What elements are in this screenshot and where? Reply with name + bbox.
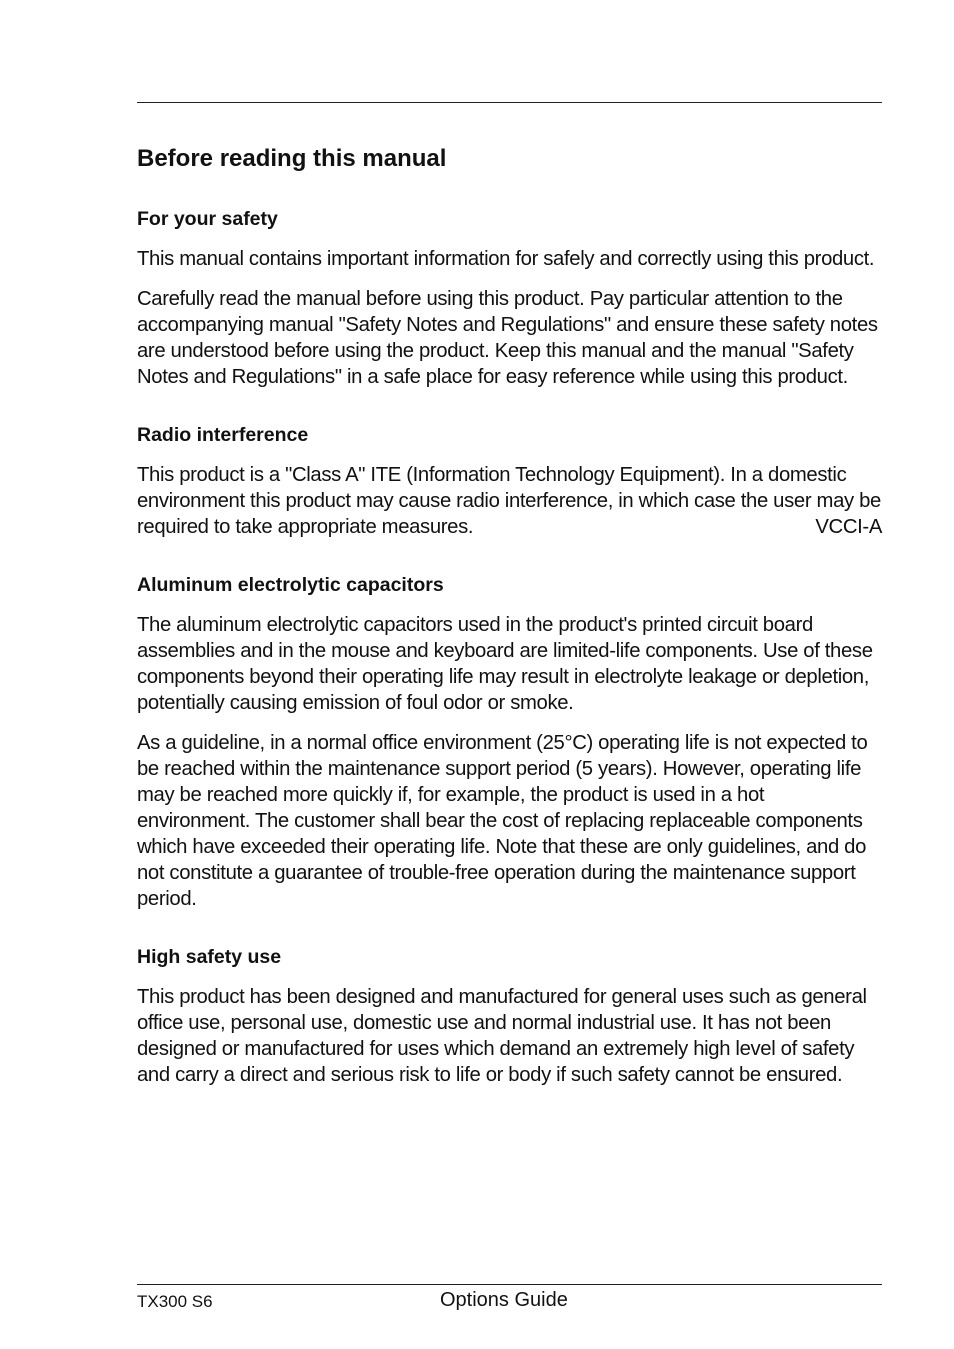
footer-doc-title: Options Guide [440, 1289, 568, 1311]
safety-paragraph-2: Carefully read the manual before using this product. Pay particular attention to the accompanying manual "Safety Notes and Regulations" and ensure these safety notes are understood before using the product. Keep this manual and the manual "Safety Notes and Regulations" in a safe place for easy reference while using this product. [137, 288, 878, 388]
safety-paragraph-1: This manual contains important information for safely and correctly using this product. [137, 248, 875, 270]
heading-high-safety-use: High safety use [137, 946, 282, 968]
high-safety-paragraph: This product has been designed and manufactured for general uses such as general office use, personal use, domestic use and normal industrial use. It has not been designed or manufactured for uses which demand an extremely high level of safety and carry a direct and serious risk to life or body if such safety cannot be ensured. [137, 986, 867, 1086]
radio-paragraph [137, 462, 882, 540]
capacitors-paragraph-1: The aluminum electrolytic capacitors used in the product's printed circuit board assemblies and in the mouse and keyboard are limited-life components. Use of these components beyond their operating life may result in electrolyte leakage or depletion, potentially causing emission of foul odor or smoke. [137, 614, 873, 714]
header-rule [137, 102, 882, 103]
heading-radio-interference: Radio interference [137, 424, 309, 446]
page-title: Before reading this manual [137, 145, 447, 172]
footer-model: TX300 S6 [137, 1292, 213, 1311]
heading-aluminum-capacitors: Aluminum electrolytic capacitors [137, 574, 444, 596]
heading-for-your-safety: For your safety [137, 208, 278, 230]
page-content [137, 140, 882, 1088]
vcci-tag: VCCI-A [815, 516, 882, 538]
capacitors-paragraph-2: As a guideline, in a normal office environment (25°C) operating life is not expected to be reached within the maintenance support period (5 years). However, operating life may be reached more quickly if, for example, the product is used in a hot environment. The customer shall bear the cost of replacing replaceable components which have exceeded their operating life. Note that these are only guidelines, and do not constitute a guarantee of trouble-free operation during the maintenance support period. [137, 732, 868, 910]
footer-rule [137, 1284, 882, 1285]
radio-text: This product is a "Class A" ITE (Information Technology Equipment). In a domestic environment this product may cause radio interference, in which case the user may be required to take appropriate measures. [137, 464, 881, 538]
